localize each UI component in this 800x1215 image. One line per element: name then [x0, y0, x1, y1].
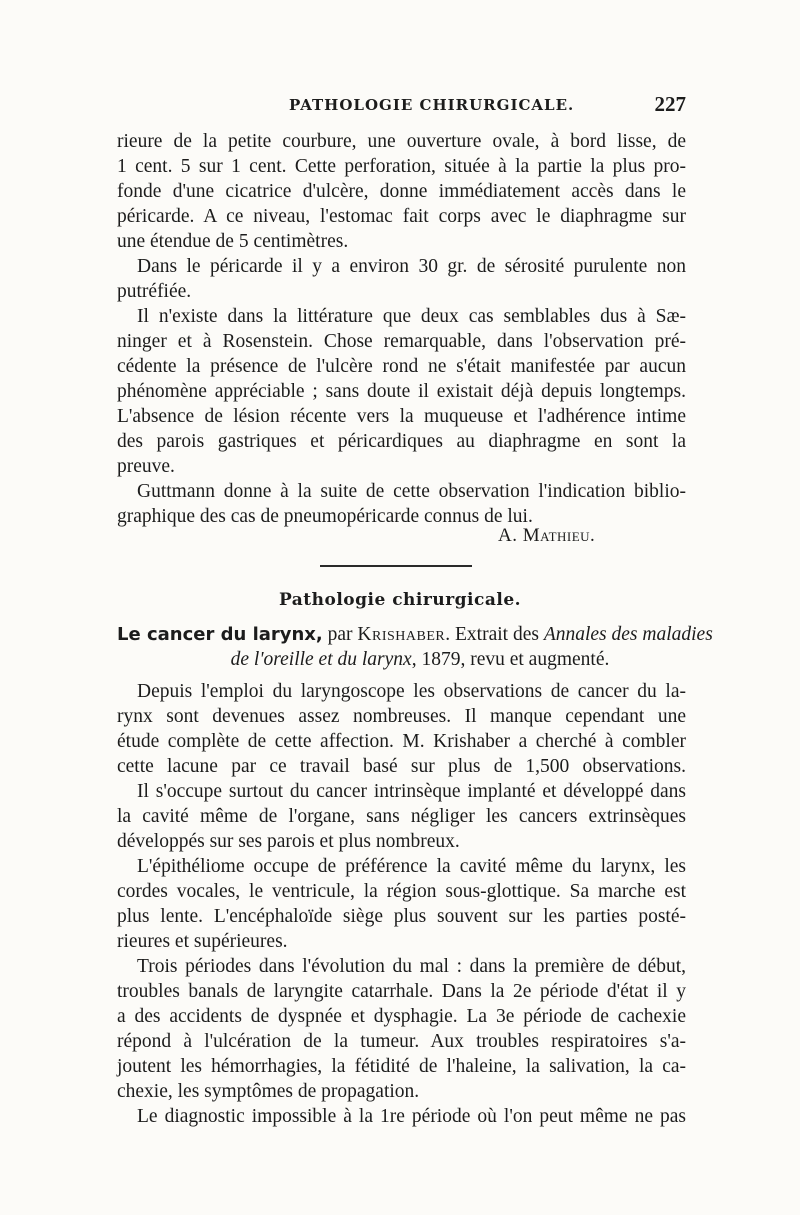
text-line: Depuis l'emploi du laryngoscope les observations de cancer du la- — [137, 681, 686, 702]
section-divider — [320, 565, 472, 567]
text-line: rieures et supérieures. — [117, 931, 288, 952]
text-line: Trois périodes dans l'évolution du mal : dans la première de début, — [137, 956, 686, 977]
text-line: ninger et à Rosenstein. Chose remarquable, dans l'observation pré- — [117, 331, 686, 352]
text-line: cette lacune par ce travail basé sur plus de 1,500 observations. — [117, 756, 686, 777]
page-number: 227 — [654, 92, 686, 116]
text-line: chexie, les symptômes de propagation. — [117, 1081, 420, 1102]
article-title-line — [205, 648, 635, 672]
text-line: cédente la présence de l'ulcère rond ne s'était manifestée par aucun — [117, 356, 686, 377]
text-line: Dans le péricarde il y a environ 30 gr. de sérosité purulente non — [137, 256, 686, 277]
text-line: L'épithéliome occupe de préférence la cavité même du larynx, les — [137, 856, 686, 877]
text-line: joutent les hémorrhagies, la fétidité de l'haleine, la salivation, la ca- — [117, 1056, 686, 1077]
text-line: répond à l'ulcération de la tumeur. Aux troubles respiratoires s'a- — [117, 1031, 686, 1052]
text-line: une étendue de 5 centimètres. — [117, 231, 349, 252]
text-line: fonde d'une cicatrice d'ulcère, donne immédiatement accès dans le — [117, 181, 686, 202]
text-line: Le diagnostic impossible à la 1re période où l'on peut même ne pas — [137, 1106, 686, 1127]
text-line: rieure de la petite courbure, une ouverture ovale, à bord lisse, de — [117, 131, 686, 152]
text-line: développés sur ses parois et plus nombreux. — [117, 831, 460, 852]
journal-name-cont: de l'oreille et du larynx — [230, 649, 412, 670]
text-line: Il n'existe dans la littérature que deux cas semblables dus à Sæ- — [137, 306, 686, 327]
title-connector: par — [322, 624, 358, 645]
title-connector: . Extrait des — [445, 624, 544, 645]
text-line: plus lente. L'encéphaloïde siège plus souvent sur les parties posté- — [117, 906, 686, 927]
author-signature: A. Mathieu. — [498, 525, 596, 546]
text-line: Il s'occupe surtout du cancer intrinsèque implanté et développé dans — [137, 781, 686, 802]
article-title: Le cancer du larynx, — [117, 624, 323, 645]
page-header — [117, 92, 686, 122]
text-line: putréfiée. — [117, 281, 192, 302]
text-line: péricarde. A ce niveau, l'estomac fait corps avec le diaphragme sur — [117, 206, 686, 227]
text-line: a des accidents de dyspnée et dysphagie. La 3e période de cachexie — [117, 1006, 686, 1027]
title-end: , 1879, revu et augmenté. — [411, 649, 610, 670]
running-title: PATHOLOGIE CHIRURGICALE. — [289, 96, 575, 114]
article-author: Krishaber — [357, 624, 446, 645]
text-line: Guttmann donne à la suite de cette observation l'indication biblio- — [137, 481, 686, 502]
text-line: graphique des cas de pneumopéricarde connus de lui. — [117, 506, 533, 527]
text-line: 1 cent. 5 sur 1 cent. Cette perforation, située à la partie la plus pro- — [117, 156, 686, 177]
text-line: des parois gastriques et péricardiques au diaphragme en sont la — [117, 431, 686, 452]
text-line: rynx sont devenues assez nombreuses. Il manque cependant une — [117, 706, 686, 727]
text-line: la cavité même de l'organe, sans négliger les cancers extrinsèques — [117, 806, 686, 827]
text-line: phénomène appréciable ; sans doute il existait déjà depuis longtemps. — [117, 381, 686, 402]
article-title-line — [117, 623, 713, 647]
text-line: preuve. — [117, 456, 175, 477]
text-line: cordes vocales, le ventricule, la région sous-glottique. Sa marche est — [117, 881, 686, 902]
text-line: troubles banals de laryngite catarrhale. Dans la 2e période d'état il y — [117, 981, 686, 1002]
journal-name: Annales des maladies — [543, 624, 713, 645]
text-line: étude complète de cette affection. M. Krishaber a cherché à combler — [117, 731, 686, 752]
section-heading: Pathologie chirurgicale. — [278, 590, 522, 610]
text-line: L'absence de lésion récente vers la muqueuse et l'adhérence intime — [117, 406, 686, 427]
